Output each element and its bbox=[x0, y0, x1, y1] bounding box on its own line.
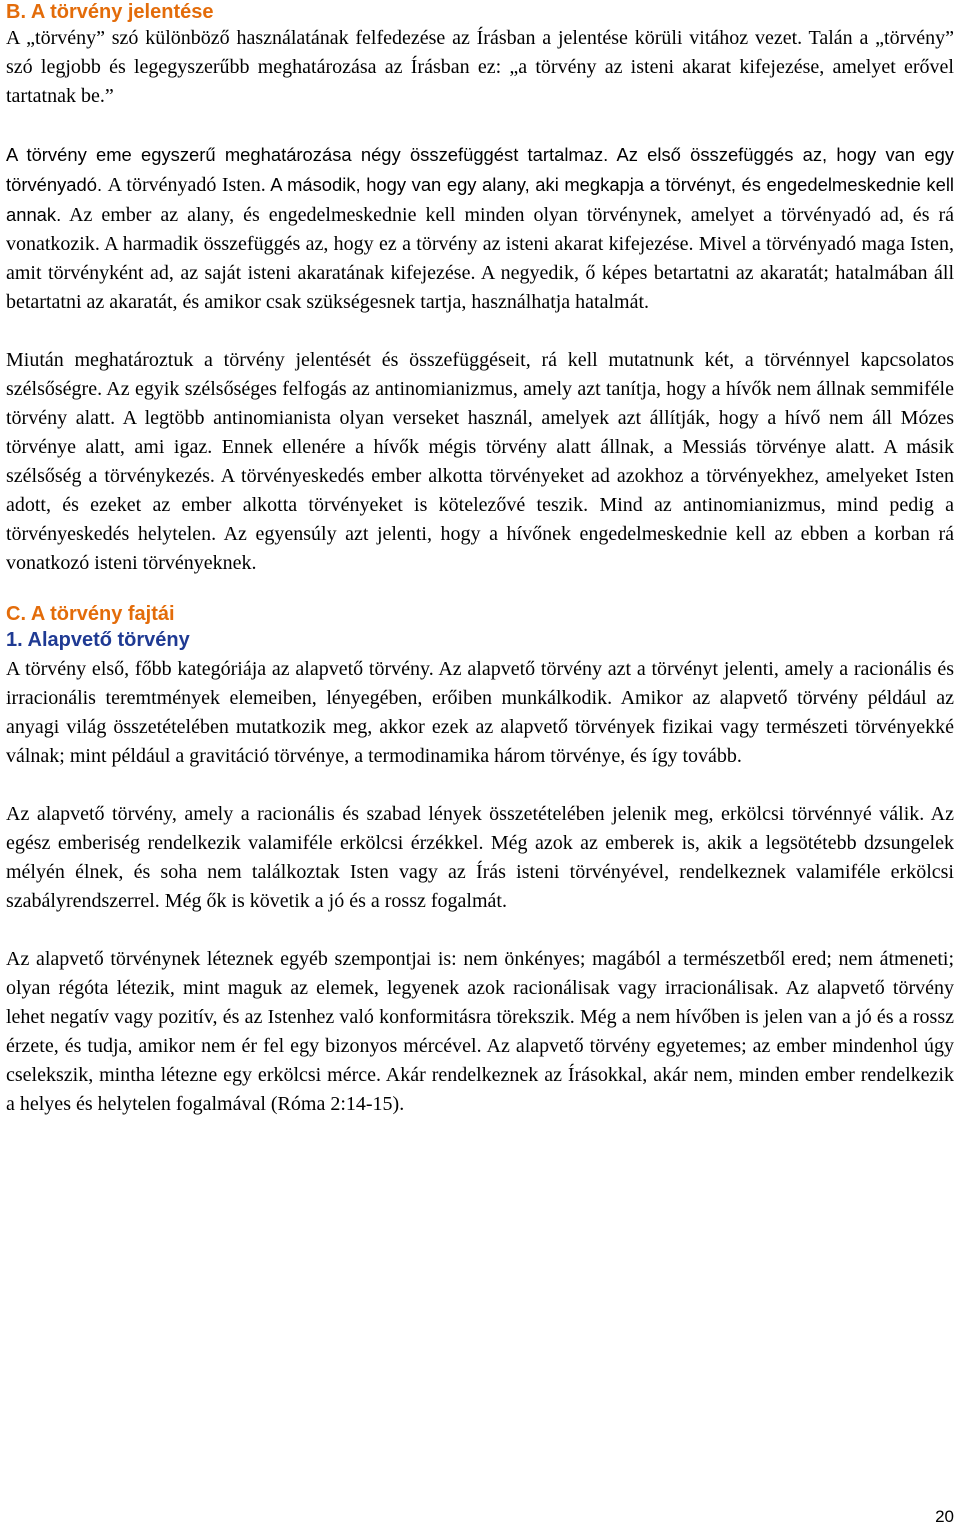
section-heading-b: B. A törvény jelentése bbox=[6, 1, 214, 23]
paragraph-other-aspects: Az alapvető törvénynek léteznek egyéb szempontjai is: nem önkényes; magából a természetből ered; nem átmeneti; olyan régóta létezik, mint maguk az elemek, legyenek azok racionálisak vagy irracionálisak. Az alapvető törvény lehet negatív vagy pozitív, és az Istenhez való konformitásra törekszik. Még a nem hívőben is jelen van a jó és a rossz érzete, és tudja, amikor nem ér fel egy bizonyos mércével. Az alapvető törvény egyetemes; az ember mindenhol úgy cselekszik, mintha létezne egy erkölcsi mérce. Akár rendelkeznek az Írásokkal, akár nem, minden ember rendelkezik a helyes és helytelen fogalmával (Róma 2:14-15). bbox=[6, 948, 954, 1115]
text-span: A törvény eme egyszerű meghatározása négy összefüggést tartalmaz. Az első összefüggés az, hogy van egy törvényadó. bbox=[6, 144, 954, 195]
page-number: 20 bbox=[935, 1507, 954, 1526]
paragraph-law-definition: A „törvény” szó különböző használatának felfedezése az Írásban a jelentése körüli vitához vezet. Talán a „törvény” szó legjobb és legegyszerűbb meghatározása az Írásban ez: „a törvény az isteni akarat kifejezése, amelyet erővel tartatnak be.” bbox=[6, 27, 954, 107]
subsection-heading-1: 1. Alapvető törvény bbox=[6, 629, 190, 651]
section-heading-c: C. A törvény fajtái bbox=[6, 603, 175, 625]
paragraph-fundamental-law: A törvény első, főbb kategóriája az alapvető törvény. Az alapvető törvény azt a törvényt jelenti, amely a racionális és irracionális teremtmények elemeiben, lényegében, erőiben munkálkodik. Amikor az alapvető törvény például az anyagi világ összetételében mutatkozik meg, akkor ezek az alapvető törvények fizikai vagy természeti törvényekké válnak; mint például a gravitáció törvénye, a termodinamika három törvénye, és így tovább. bbox=[6, 658, 954, 767]
paragraph-gap bbox=[6, 317, 954, 346]
paragraph-gap bbox=[6, 916, 954, 945]
text-span: A törvényadó Isten. bbox=[107, 174, 266, 196]
paragraph-gap bbox=[6, 111, 954, 140]
text-span: A második, hogy van egy alany, aki megkapja a törvényt, és engedelmeskednie kell annak. bbox=[6, 174, 955, 225]
text-span: Az ember az alany, és engedelmeskednie kell minden olyan törvénynek, amelyet a törvényadó ad, és rá vonatkozik. A harmadik összefüggés az, hogy ez a törvény az isteni akarat kifejezése. Mivel a törvényadó maga Isten, amit törvényként ad, az saját isteni akaratának kifejezése. A negyedik, ő képes betartatni az akaratát; hatalmában áll betartatni az akaratát, és amikor csak szükségesnek tartja, használhatja hatalmát. bbox=[6, 204, 954, 313]
paragraph-extremes: Miután meghatároztuk a törvény jelentését és összefüggéseit, rá kell mutatnunk két, a törvénnyel kapcsolatos szélsőségre. Az egyik szélsőséges felfogás az antinomianizmus, amely azt tanítja, hogy a hívők nem állnak semmiféle törvény alatt. A legtöbb antinomianista olyan verseket használ, amelyek azt állítják, hogy a hívő nem áll Mózes törvénye alatt, ami igaz. Ennek ellenére a hívők mégis törvény alatt állnak, a Messiás törvénye alatt. A másik szélsőség a törvénykezés. A törvényeskedés ember alkotta törvényeket ad azokhoz a törvényekhez, amelyeket Isten adott, és ezeket az ember alkotta törvényeket is kötelezővé teszik. Mind az antinomianizmus, mind pedig a törvényeskedés helytelen. Az egyensúly azt jelenti, hogy a hívőnek engedelmeskednie kell az ebben a korban rá vonatkozó isteni törvényeknek. bbox=[6, 349, 954, 574]
document-page bbox=[6, 0, 954, 1119]
paragraph-gap bbox=[6, 771, 954, 800]
paragraph-four-relations bbox=[6, 140, 954, 317]
paragraph-moral-law: Az alapvető törvény, amely a racionális és szabad lények összetételében jelenik meg, erkölcsi törvénnyé válik. Az egész emberiség rendelkezik valamiféle erkölcsi érzékkel. Még azok az emberek is, akik a legsötétebb dzsungelek mélyén élnek, és soha nem találkoztak Isten vagy az Írás isteni törvényével, rendelkeznek valamiféle erkölcsi szabályrendszerrel. Még ők is követik a jó és a rossz fogalmát. bbox=[6, 803, 954, 912]
